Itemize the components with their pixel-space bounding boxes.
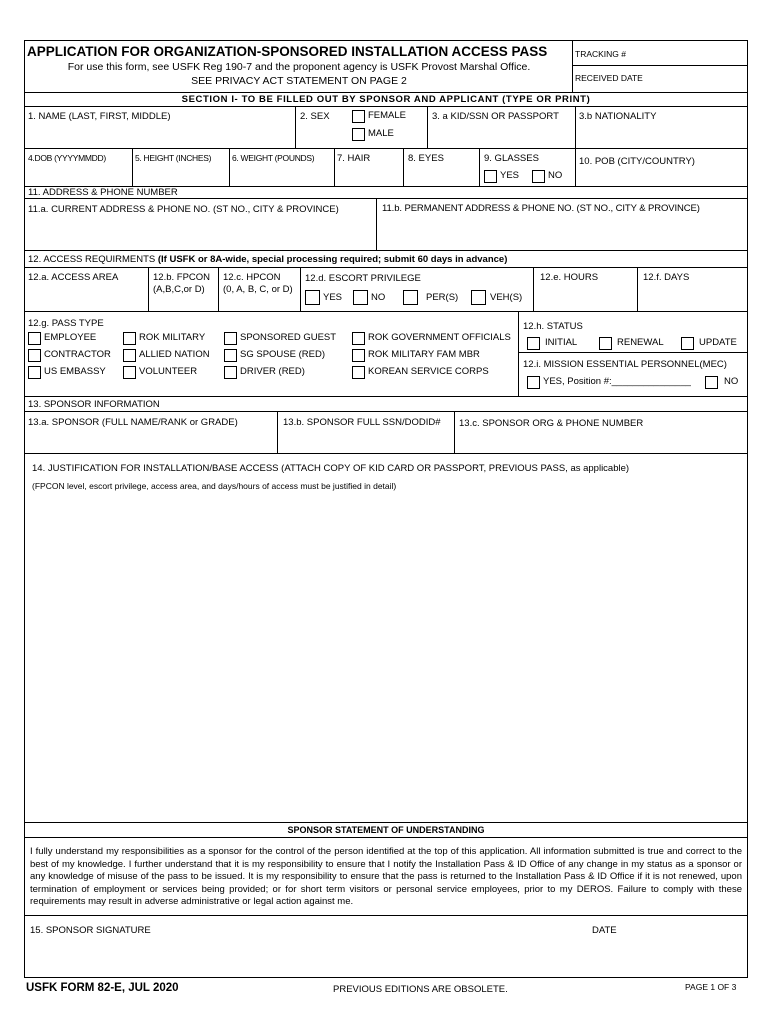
pass-driver-option[interactable] <box>224 365 305 379</box>
kid-ssn-field[interactable] <box>428 107 576 148</box>
access-area-label: 12.a. ACCESS AREA <box>28 272 119 283</box>
rok-fam-label: ROK MILITARY FAM MBR <box>368 349 480 360</box>
male-label: MALE <box>368 128 394 139</box>
volunteer-checkbox[interactable] <box>123 366 136 379</box>
rok-military-label: ROK MILITARY <box>139 332 206 343</box>
permanent-address-label: 11.b. PERMANENT ADDRESS & PHONE NO. (ST NO., CITY & PROVINCE) <box>382 203 700 214</box>
escort-yes-option[interactable] <box>305 290 342 305</box>
sponsor-name-label: 13.a. SPONSOR (FULL NAME/RANK or GRADE) <box>28 417 238 428</box>
mec-no-label: NO <box>724 376 739 387</box>
sex-label: 2. SEX <box>300 111 330 122</box>
form-header <box>25 41 747 93</box>
statement-body <box>25 838 747 916</box>
pass-employee-option[interactable] <box>28 331 96 345</box>
sponsor-ssn-label: 13.b. SPONSOR FULL SSN/DODID# <box>283 417 441 428</box>
section1-title: SECTION I- TO BE FILLED OUT BY SPONSOR AND APPLICANT (TYPE OR PRINT) <box>181 94 591 105</box>
physical-row <box>25 149 747 187</box>
initial-label: INITIAL <box>545 337 578 348</box>
pob-field[interactable] <box>576 149 747 186</box>
sponsored-guest-checkbox[interactable] <box>224 332 237 345</box>
access-header-text: 12. ACCESS REQUIRMENTS <box>28 254 158 265</box>
initial-checkbox[interactable] <box>527 337 540 350</box>
office-use-block <box>573 41 747 92</box>
glasses-label: 9. GLASSES <box>484 153 539 164</box>
tracking-label: TRACKING # <box>575 49 627 59</box>
pob-label: 10. POB (CITY/COUNTRY) <box>579 156 695 167</box>
justification-label: 14. JUSTIFICATION FOR INSTALLATION/BASE ACCESS (ATTACH COPY OF KID CARD OR PASSPORT, PREVIOUS PASS, as applicable) <box>32 463 630 474</box>
hpcon-field[interactable] <box>219 268 301 311</box>
escort-field <box>301 268 534 311</box>
tracking-field[interactable] <box>573 41 747 66</box>
hours-label: 12.e. HOURS <box>540 272 599 283</box>
escort-yes-checkbox[interactable] <box>305 290 320 305</box>
weight-label: 6. WEIGHT (POUNDS) <box>232 153 315 163</box>
signature-field[interactable] <box>25 916 589 977</box>
mec-section <box>519 353 747 396</box>
glasses-no-option[interactable] <box>532 169 562 183</box>
name-label: 1. NAME (LAST, FIRST, MIDDLE) <box>28 111 171 122</box>
contractor-label: CONTRACTOR <box>44 349 111 360</box>
escort-no-checkbox[interactable] <box>353 290 368 305</box>
height-field[interactable] <box>133 149 230 186</box>
status-update-option[interactable] <box>681 336 737 350</box>
received-date-label: RECEIVED DATE <box>575 73 643 83</box>
mec-label: 12.i. MISSION ESSENTIAL PERSONNEL(MEC) <box>523 359 727 370</box>
status-section <box>519 312 747 353</box>
update-label: UPDATE <box>699 337 737 348</box>
date-field[interactable] <box>589 916 747 977</box>
mec-yes-checkbox[interactable] <box>527 376 540 389</box>
male-checkbox[interactable] <box>352 128 365 141</box>
rok-gov-checkbox[interactable] <box>352 332 365 345</box>
pass-allied-nation-option[interactable] <box>123 348 210 362</box>
allied-nation-label: ALLIED NATION <box>139 349 210 360</box>
pass-type-row <box>25 312 747 397</box>
pass-rok-military-option[interactable] <box>123 331 205 345</box>
glasses-no-label: NO <box>548 170 563 181</box>
pass-rok-gov-option[interactable] <box>352 331 511 345</box>
employee-label: EMPLOYEE <box>44 332 97 343</box>
weight-field[interactable] <box>230 149 335 186</box>
sex-female-option[interactable] <box>352 109 406 123</box>
veh-option[interactable] <box>471 290 522 305</box>
pass-type-field <box>25 312 519 396</box>
days-label: 12.f. DAYS <box>643 272 690 283</box>
name-field[interactable] <box>25 107 296 148</box>
justification-note: (FPCON level, escort privilege, access area, and days/hours of access must be justified in detail) <box>32 481 397 491</box>
permanent-address-field[interactable] <box>377 199 747 250</box>
obsolete-note: PREVIOUS EDITIONS ARE OBSOLETE. <box>333 984 508 995</box>
mec-yes-option[interactable] <box>527 375 691 389</box>
glasses-yes-label: YES <box>500 170 520 181</box>
escort-no-option[interactable] <box>353 290 385 305</box>
nationality-field[interactable] <box>576 107 747 148</box>
access-pass-form <box>24 40 748 978</box>
form-title: APPLICATION FOR ORGANIZATION-SPONSORED INSTALLATION ACCESS PASS <box>27 44 548 59</box>
status-renewal-option[interactable] <box>599 336 664 350</box>
renewal-checkbox[interactable] <box>599 337 612 350</box>
address-header-row <box>25 187 747 199</box>
access-header-note: (If USFK or 8A-wide, special processing required; submit 60 days in advance) <box>157 254 508 265</box>
mec-no-checkbox[interactable] <box>705 376 718 389</box>
pass-sponsored-guest-option[interactable] <box>224 331 336 345</box>
glasses-yes-checkbox[interactable] <box>484 170 497 183</box>
glasses-field <box>480 149 576 186</box>
sex-male-option[interactable] <box>352 127 394 141</box>
address-row <box>25 199 747 251</box>
hpcon-options-label: (0, A, B, C, or D) <box>223 284 293 295</box>
pass-us-embassy-option[interactable] <box>28 365 106 379</box>
status-label: 12.h. STATUS <box>523 321 583 332</box>
status-field <box>519 312 747 396</box>
access-header <box>28 254 507 265</box>
status-initial-option[interactable] <box>527 336 577 350</box>
sponsor-name-field[interactable] <box>25 412 278 453</box>
fpcon-label: 12.b. FPCON <box>153 272 211 283</box>
update-checkbox[interactable] <box>681 337 694 350</box>
rok-gov-label: ROK GOVERNMENT OFFICIALS <box>368 332 511 343</box>
ksc-label: KOREAN SERVICE CORPS <box>368 366 489 377</box>
access-row <box>25 268 747 312</box>
pass-contractor-option[interactable] <box>28 348 111 362</box>
female-label: FEMALE <box>368 110 407 121</box>
pass-type-label: 12.g. PASS TYPE <box>28 318 104 329</box>
sex-field <box>296 107 428 148</box>
days-field[interactable] <box>638 268 747 311</box>
section1-header <box>25 93 747 107</box>
form-subtitle: For use this form, see USFK Reg 190-7 and the proponent agency is USFK Provost Marshal Office. <box>67 61 531 73</box>
hpcon-label: 12.c. HPCON <box>223 272 281 283</box>
address-header: 11. ADDRESS & PHONE NUMBER <box>28 187 178 198</box>
height-label: 5. HEIGHT (INCHES) <box>135 153 212 163</box>
us-embassy-checkbox[interactable] <box>28 366 41 379</box>
statement-header-row <box>25 823 747 838</box>
hair-field[interactable] <box>335 149 404 186</box>
pass-sg-spouse-option[interactable] <box>224 348 325 362</box>
justification-field[interactable] <box>25 454 747 823</box>
dob-field[interactable] <box>25 149 133 186</box>
eyes-field[interactable] <box>404 149 480 186</box>
escort-yes-label: YES <box>323 291 343 303</box>
pers-label: PER(S) <box>426 291 459 303</box>
rok-fam-checkbox[interactable] <box>352 349 365 362</box>
pers-option[interactable] <box>403 290 458 305</box>
hours-field[interactable] <box>534 268 638 311</box>
us-embassy-label: US EMBASSY <box>44 366 106 377</box>
driver-label: DRIVER (RED) <box>240 366 305 377</box>
driver-checkbox[interactable] <box>224 366 237 379</box>
statement-text: I fully understand my responsibilities as a sponsor for the control of the person identified at the top of this application. All information submitted is true and correct to the best of my knowledge. I further understand that it is my responsibility to ensure that I notify the Installation Pass & ID Office of any change in my status as a sponsor or any knowledge of misuse of the pass to be issued. It is my responsibility to ensure that the pass is returned to the Installation Pass & ID Office if it is not renewed, upon termination of employment or services being provided; or for short term visitors or personal service employees, prior to my DEROS. Failure to comply with these requirements may result in adverse administrative or legal action against me. <box>30 846 742 908</box>
escort-label: 12.d. ESCORT PRIVILEGE <box>305 273 421 284</box>
glasses-no-checkbox[interactable] <box>532 170 545 183</box>
sg-spouse-checkbox[interactable] <box>224 349 237 362</box>
fpcon-field[interactable] <box>149 268 219 311</box>
date-label: DATE <box>592 925 617 936</box>
received-date-field[interactable] <box>573 66 747 92</box>
sponsored-guest-label: SPONSORED GUEST <box>240 332 337 343</box>
veh-checkbox[interactable] <box>471 290 486 305</box>
escort-no-label: NO <box>371 291 386 303</box>
identity-row <box>25 107 747 149</box>
pass-volunteer-option[interactable] <box>123 365 197 379</box>
hair-label: 7. HAIR <box>337 153 371 164</box>
sponsor-ssn-field[interactable] <box>278 412 455 453</box>
pass-ksc-option[interactable] <box>352 365 489 379</box>
signature-label: 15. SPONSOR SIGNATURE <box>30 925 151 936</box>
eyes-label: 8. EYES <box>408 153 444 164</box>
form-number: USFK FORM 82-E, JUL 2020 <box>26 982 179 994</box>
sponsor-header: 13. SPONSOR INFORMATION <box>28 399 160 410</box>
sponsor-header-row <box>25 397 747 412</box>
mec-yes-label: YES, Position #:_______________ <box>543 376 691 387</box>
statement-title: SPONSOR STATEMENT OF UNDERSTANDING <box>287 825 485 835</box>
glasses-yes-option[interactable] <box>484 169 519 183</box>
access-area-field[interactable] <box>25 268 149 311</box>
sponsor-row <box>25 412 747 454</box>
privacy-note: SEE PRIVACY ACT STATEMENT ON PAGE 2 <box>191 75 407 87</box>
ksc-checkbox[interactable] <box>352 366 365 379</box>
pass-rok-fam-option[interactable] <box>352 348 480 362</box>
allied-nation-checkbox[interactable] <box>123 349 136 362</box>
page-number: PAGE 1 OF 3 <box>685 982 737 992</box>
current-address-label: 11.a. CURRENT ADDRESS & PHONE NO. (ST NO., CITY & PROVINCE) <box>28 204 339 215</box>
mec-no-option[interactable] <box>705 375 738 389</box>
contractor-checkbox[interactable] <box>28 349 41 362</box>
female-checkbox[interactable] <box>352 110 365 123</box>
nationality-label: 3.b NATIONALITY <box>579 111 657 122</box>
current-address-field[interactable] <box>25 199 377 250</box>
sponsor-org-label: 13.c. SPONSOR ORG & PHONE NUMBER <box>459 418 644 429</box>
kid-ssn-label: 3. a KID/SSN OR PASSPORT <box>432 111 559 122</box>
veh-label: VEH(S) <box>490 291 523 303</box>
volunteer-label: VOLUNTEER <box>139 366 198 377</box>
sg-spouse-label: SG SPOUSE (RED) <box>240 349 325 360</box>
rok-military-checkbox[interactable] <box>123 332 136 345</box>
title-block <box>25 41 573 92</box>
pers-checkbox[interactable] <box>403 290 418 305</box>
employee-checkbox[interactable] <box>28 332 41 345</box>
dob-label: 4.DOB (YYYYMMDD) <box>28 153 106 163</box>
sponsor-org-field[interactable] <box>455 412 747 453</box>
access-header-row <box>25 251 747 268</box>
signature-row <box>25 916 747 977</box>
fpcon-options-label: (A,B,C,or D) <box>153 284 205 295</box>
renewal-label: RENEWAL <box>617 337 664 348</box>
